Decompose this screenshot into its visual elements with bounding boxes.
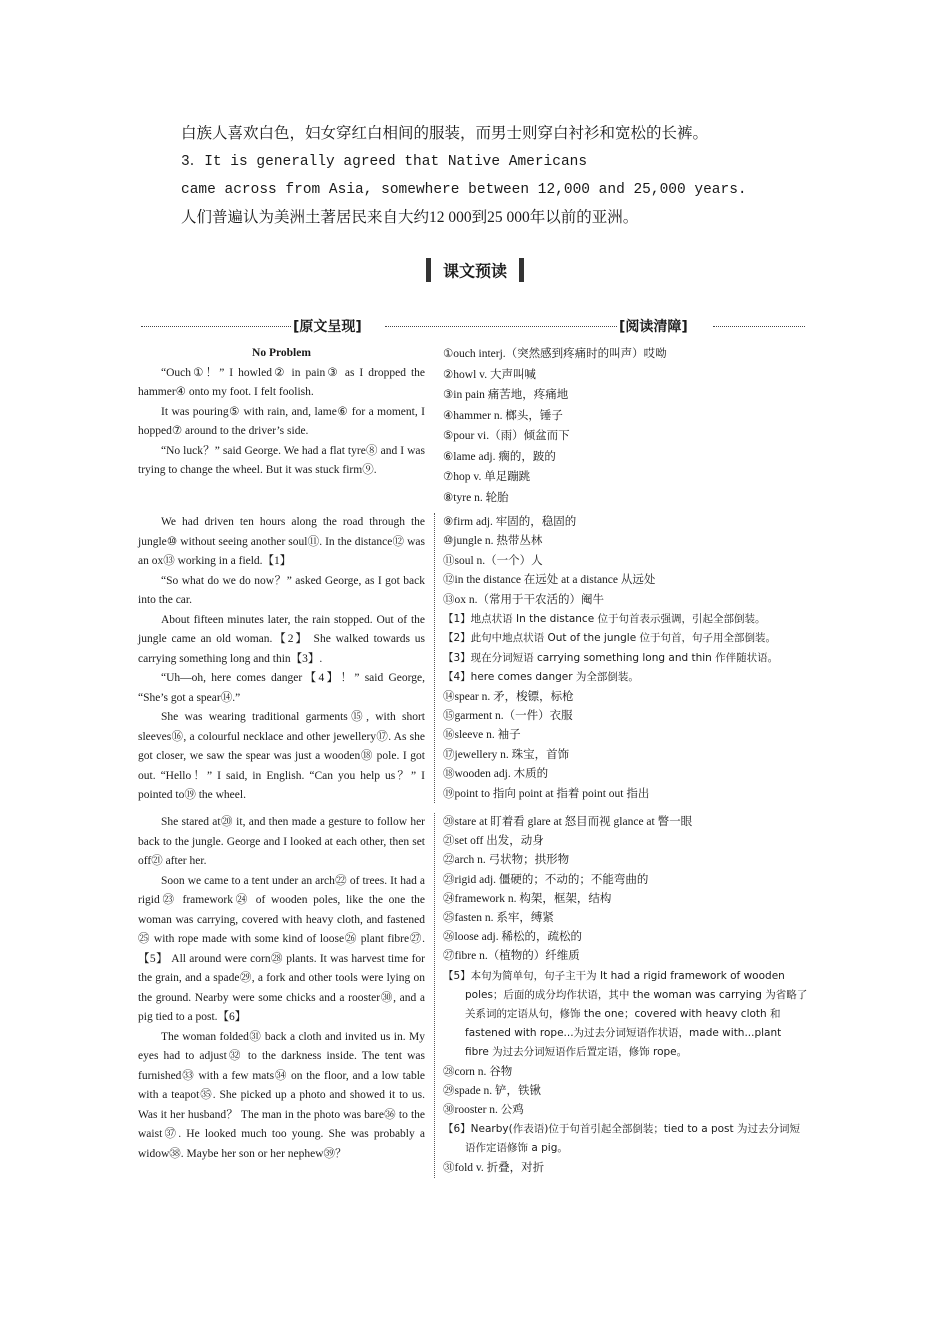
note-item: ⑮garment n.（一件）衣服 [443,710,573,723]
grammar-note: 【2】此句中地点状语 Out of the jungle 位于句首，句子用全部倒装。 [443,632,777,645]
section-2 [138,513,808,803]
intro-line-2: 3．It is generally agreed that Native Americans [181,154,588,170]
paragraph: We had driven ten hours along the road through the jungle⑩ without seeing another soul⑪. In the distance⑫ was an ox⑬ working in a field.【1】 [138,516,425,567]
grammar-note: 【3】现在分词短语 carrying something long and thin 作伴随状语。 [443,651,779,664]
column-divider [434,513,435,803]
story-title: No Problem [252,347,311,359]
grammar-note: 【4】here comes danger 为全部倒装。 [443,671,639,684]
vocab-notes [443,513,808,804]
column-headers [141,316,805,336]
divider [385,326,617,327]
note-item: ⑱wooden adj. 木质的 [443,768,549,781]
note-item: ㉚rooster n. 公鸡 [443,1104,524,1117]
note-item: ㉓rigid adj. 僵硬的；不动的；不能弯曲的 [443,873,649,886]
note-item: ⑤pour vi.（雨）倾盆而下 [443,430,570,442]
grammar-note: 【5】本句为简单句，句子主干为 It had a rigid framework of wooden poles；后面的成分均作状语，其中 the woman was carrying 为省略了关系词的定语从句，修饰 the one；covered with heavy cloth 和 fastened with rope...为过去分词短语作状语，made with...plant fibre 为过去分词短语作后置定语，修饰 rope。 [443,969,808,1059]
original-text [138,344,425,481]
section-banner [0,258,950,282]
paragraph: “So what do we do now？” asked George, as I got back into the car. [138,574,425,606]
intro-block [181,120,821,232]
note-item: ㉙spade n. 铲，铁锹 [443,1084,542,1097]
note-item: ⑲point to 指向 point at 指着 point out 指出 [443,787,650,800]
note-item: ②howl v. 大声叫喊 [443,368,536,381]
column-divider [434,813,435,1178]
paragraph: About fifteen minutes later, the rain stopped. Out of the jungle came an old woman.【2】 She walked towards us carrying something long and thin【3】. [138,613,425,665]
note-item: ⑨firm adj. 牢固的，稳固的 [443,516,577,528]
left-column-header: [原文呈现] [293,316,362,336]
note-item: ⑭spear n. 矛，梭镖，标枪 [443,690,574,703]
section-3 [138,813,808,1178]
intro-line-1: 白族人喜欢白色，妇女穿红白相间的服装，而男士则穿白衬衫和宽松的长裤。 [181,125,709,142]
paragraph: She was wearing traditional garments⑮, with short sleeves⑯, a colourful necklace and other jewellery⑰. As she got closer, we saw the spear was just a wooden⑱ pole. I got out. “Hello！” I said, in English. “Can you help us？” I pointed to⑲ the wheel. [138,711,425,801]
paragraph: Soon we came to a tent under an arch㉒ of trees. It had a rigid㉓ framework㉔ of wooden poles, like the one the woman was carrying, covered with heavy cloth, and fastened㉕ with rope made with some kind of loose㉖ plant fibre㉗.【5】 All around were corn㉘ plants. It was harvest time for the grain, and a spade㉙, a fork and other tools were lying on the ground. Nearby were some chicks and a rooster㉚, and a pig tied to a post.【6】 [138,874,425,1023]
note-item: ⑩jungle n. 热带丛林 [443,535,543,548]
note-item: ㉛fold v. 折叠，对折 [443,1161,545,1174]
vocab-notes [443,813,808,1178]
note-item: ㉒arch n. 弓状物；拱形物 [443,854,570,867]
note-item: ㉗fibre n.（植物的）纤维质 [443,950,580,963]
note-item: ⑫in the distance 在远处 at a distance 从远处 [443,574,656,587]
paragraph: It was pouring⑤ with rain, and, lame⑥ for a moment, I hopped⑦ around to the driver’s side. [138,405,425,437]
intro-line-4: 人们普遍认为美洲土著居民来自大约12 000到25 000年以前的亚洲。 [181,209,639,226]
grammar-note: 【1】地点状语 In the distance 位于句首表示强调，引起全部倒装。 [443,613,766,626]
note-item: ㉖loose adj. 稀松的，疏松的 [443,931,582,944]
grammar-note: 【6】Nearby(作表语)位于句首引起全部倒装；tied to a post 为过去分词短语作定语修饰 a pig。 [443,1123,800,1155]
vocab-notes [443,344,808,508]
note-item: ⑪soul n.（一个）人 [443,554,543,567]
section-1 [138,344,808,509]
note-item: ㉕fasten n. 系牢，缚紧 [443,912,554,925]
note-item: ⑥lame adj. 瘸的，跛的 [443,450,556,463]
note-item: ㉘corn n. 谷物 [443,1065,513,1078]
original-text [138,513,425,806]
note-item: ⑰jewellery n. 珠宝，首饰 [443,748,570,761]
intro-line-3: came across from Asia, somewhere between 12,000 and 25,000 years. [181,182,747,198]
note-item: ⑳stare at 盯着看 glare at 怒目而视 glance at 瞥一眼 [443,816,693,828]
paragraph: “No luck？” said George. We had a flat tyre⑧ and I was trying to change the wheel. But it was stuck firm⑨. [138,444,425,476]
note-item: ④hammer n. 榔头，锤子 [443,409,563,422]
right-column-header: [阅读清障] [619,316,688,336]
paragraph: The woman folded㉛ back a cloth and invited us in. My eyes had to adjust㉜ to the darkness inside. The tent was furnished㉝ with a few mats㉞ on the floor, and a low table with a teapot㉟. She picked up a photo and showed it to us. Was it her husband？ The man in the photo was bare㊱ to the waist㊲. He looked much too young. She was probably a widow㊳. Maybe her son or her nephew㊴？ [138,1030,425,1160]
section-title: 课文预读 [442,261,507,281]
paragraph: She stared at⑳ it, and then made a gesture to follow her back to the jungle. George and I looked at each other, then set off㉑ after her. [138,816,425,867]
original-text [138,813,425,1164]
note-item: ⑧tyre n. 轮胎 [443,491,509,504]
note-item: ①ouch interj.（突然感到疼痛时的叫声）哎呦 [443,348,667,360]
note-item: ⑬ox n.（常用于干农活的）阉牛 [443,593,604,606]
note-item: ⑯sleeve n. 袖子 [443,729,521,742]
note-item: ㉔framework n. 构架，框架，结构 [443,892,612,905]
paragraph: “Uh—oh, here comes danger【4】！” said George, “She’s got a spear⑭.” [138,672,425,704]
note-item: ③in pain 痛苦地，疼痛地 [443,389,569,401]
note-item: ⑦hop v. 单足蹦跳 [443,471,531,483]
banner-bar-left [426,258,431,282]
note-item: ㉑set off 出发，动身 [443,835,544,848]
divider [141,326,291,327]
paragraph: “Ouch①！” I howled② in pain③ as I dropped the hammer④ onto my foot. I felt foolish. [138,366,425,398]
banner-bar-right [519,258,524,282]
divider [713,326,805,327]
